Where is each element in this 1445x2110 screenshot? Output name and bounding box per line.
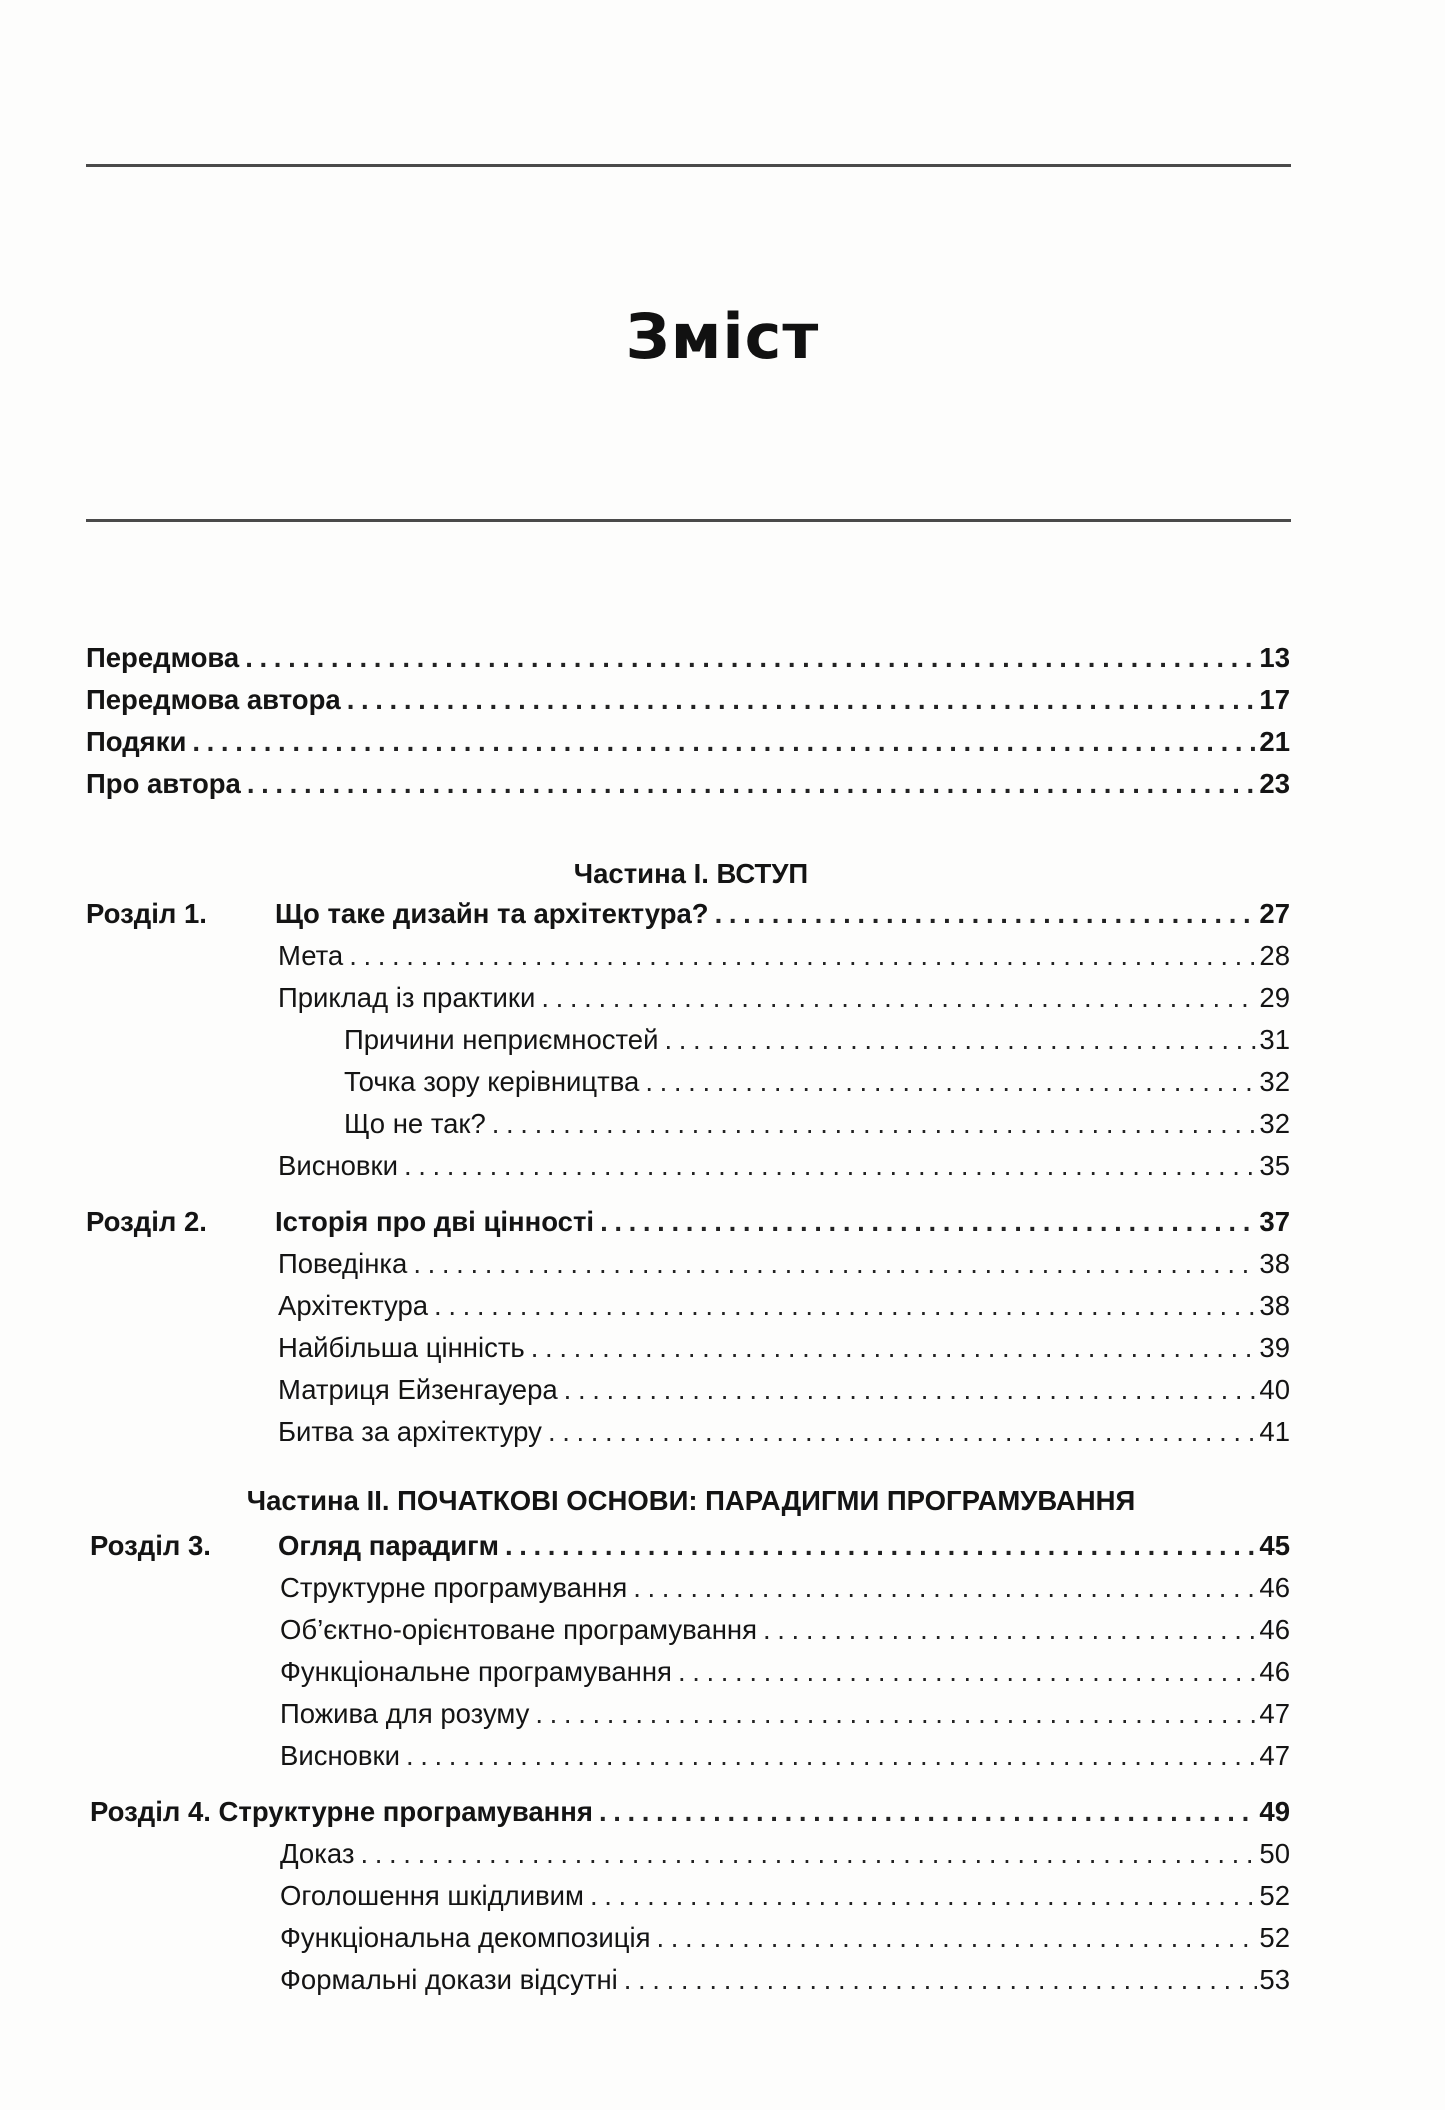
dot-leader xyxy=(645,1062,1257,1102)
section-entry[interactable] xyxy=(280,1568,1290,1608)
chapter-number: Розділ 1. xyxy=(86,898,207,929)
dot-leader xyxy=(492,1104,1258,1144)
section-entry[interactable] xyxy=(280,1834,1290,1874)
page-number: 27 xyxy=(1259,898,1290,929)
page-number: 17 xyxy=(1259,684,1290,715)
dot-leader xyxy=(678,1652,1257,1692)
chapter-number: Розділ 2. xyxy=(86,1206,207,1237)
dot-leader xyxy=(763,1610,1257,1650)
dot-leader xyxy=(715,894,1258,934)
entry-title: Історія про дві цінності xyxy=(275,1206,595,1237)
section-entry[interactable] xyxy=(278,1412,1290,1452)
section-entry[interactable] xyxy=(280,1736,1290,1776)
entry-title: Точка зору керівництва xyxy=(344,1066,640,1097)
entry-title: Про автора xyxy=(86,768,241,799)
dot-leader xyxy=(590,1876,1257,1916)
entry-title: Найбільша цінність xyxy=(278,1332,525,1363)
section-entry[interactable] xyxy=(280,1610,1290,1650)
bottom-rule xyxy=(86,519,1291,522)
dot-leader xyxy=(413,1244,1257,1284)
page-number: 37 xyxy=(1259,1206,1290,1237)
page-title: Зміст xyxy=(625,300,820,373)
page-number: 46 xyxy=(1259,1572,1290,1603)
section-entry[interactable] xyxy=(280,1960,1290,2000)
chapter-number: Розділ 3. xyxy=(90,1530,211,1561)
entry-title: Огляд парадигм xyxy=(278,1530,499,1561)
page-number: 49 xyxy=(1259,1796,1290,1827)
dot-leader xyxy=(599,1792,1257,1832)
dot-leader xyxy=(535,1694,1257,1734)
page-number: 38 xyxy=(1259,1290,1290,1321)
page-number: 21 xyxy=(1259,726,1290,757)
entry-title: Подяки xyxy=(86,726,187,757)
dot-leader xyxy=(664,1020,1257,1060)
entry-title: Причини неприємностей xyxy=(344,1024,659,1055)
front-matter-entry[interactable] xyxy=(86,764,1290,804)
page-number: 28 xyxy=(1259,940,1290,971)
subsection-entry[interactable] xyxy=(344,1104,1290,1144)
page-number: 29 xyxy=(1259,982,1290,1013)
page-number: 35 xyxy=(1259,1150,1290,1181)
subsection-entry[interactable] xyxy=(344,1062,1290,1102)
section-entry[interactable] xyxy=(280,1918,1290,1958)
dot-leader xyxy=(192,722,1257,762)
page-number: 47 xyxy=(1259,1740,1290,1771)
page-number: 32 xyxy=(1259,1066,1290,1097)
section-entry[interactable] xyxy=(278,1286,1290,1326)
section-entry[interactable] xyxy=(278,936,1290,976)
entry-title: Доказ xyxy=(280,1838,355,1869)
section-entry[interactable] xyxy=(278,1370,1290,1410)
part-heading: Частина I. ВСТУП xyxy=(573,858,809,889)
page-number: 41 xyxy=(1259,1416,1290,1447)
chapter-entry[interactable] xyxy=(278,1526,1290,1566)
section-entry[interactable] xyxy=(278,1328,1290,1368)
dot-leader xyxy=(531,1328,1258,1368)
entry-title: Пожива для розуму xyxy=(280,1698,530,1729)
page-number: 40 xyxy=(1259,1374,1290,1405)
dot-leader xyxy=(360,1834,1257,1874)
section-entry[interactable] xyxy=(278,1244,1290,1284)
section-entry[interactable] xyxy=(280,1876,1290,1916)
entry-title: Структурне програмування xyxy=(280,1572,628,1603)
page-number: 52 xyxy=(1259,1880,1290,1911)
section-entry[interactable] xyxy=(280,1652,1290,1692)
front-matter-entry[interactable] xyxy=(86,638,1290,678)
page-number: 39 xyxy=(1259,1332,1290,1363)
entry-title: Функціональне програмування xyxy=(280,1656,672,1687)
dot-leader xyxy=(404,1146,1257,1186)
page-number: 23 xyxy=(1259,768,1290,799)
entry-title: Функціональна декомпозиція xyxy=(280,1922,651,1953)
page-number: 45 xyxy=(1259,1530,1290,1561)
page-number: 50 xyxy=(1259,1838,1290,1869)
front-matter-entry[interactable] xyxy=(86,722,1290,762)
entry-title: Висновки xyxy=(280,1740,400,1771)
dot-leader xyxy=(505,1526,1257,1566)
entry-title: Поведінка xyxy=(278,1248,408,1279)
entry-title: Оголошення шкідливим xyxy=(280,1880,584,1911)
dot-leader xyxy=(347,680,1258,720)
dot-leader xyxy=(624,1960,1258,2000)
dot-leader xyxy=(349,936,1257,976)
section-entry[interactable] xyxy=(280,1694,1290,1734)
entry-title: Висновки xyxy=(278,1150,398,1181)
entry-title: Що таке дизайн та архітектура? xyxy=(275,898,709,929)
dot-leader xyxy=(247,764,1258,804)
entry-title: Приклад із практики xyxy=(278,982,536,1013)
entry-title: Передмова автора xyxy=(86,684,341,715)
entry-title: Матриця Ейзенгауера xyxy=(278,1374,558,1405)
page-number: 46 xyxy=(1259,1614,1290,1645)
entry-title: Мета xyxy=(278,940,344,971)
entry-title: Архітектура xyxy=(278,1290,429,1321)
entry-title: Передмова xyxy=(86,642,240,673)
page-number: 32 xyxy=(1259,1108,1290,1139)
dot-leader xyxy=(245,638,1257,678)
chapter-entry[interactable] xyxy=(90,1792,1290,1832)
chapter-entry[interactable] xyxy=(275,894,1290,934)
entry-title: Битва за архітектуру xyxy=(278,1416,542,1447)
dot-leader xyxy=(434,1286,1257,1326)
entry-title: Формальні докази відсутні xyxy=(280,1964,618,1995)
dot-leader xyxy=(564,1370,1258,1410)
top-rule xyxy=(86,164,1291,167)
dot-leader xyxy=(548,1412,1257,1452)
dot-leader xyxy=(657,1918,1258,1958)
front-matter-entry[interactable] xyxy=(86,680,1290,720)
dot-leader xyxy=(600,1202,1257,1242)
page-number: 53 xyxy=(1259,1964,1290,1995)
dot-leader xyxy=(406,1736,1257,1776)
dot-leader xyxy=(633,1568,1257,1608)
page-number: 46 xyxy=(1259,1656,1290,1687)
entry-title: Що не так? xyxy=(344,1108,486,1139)
dot-leader xyxy=(541,978,1257,1018)
chapter-number-and-title: Розділ 4. Структурне програмування xyxy=(90,1796,593,1827)
section-entry[interactable] xyxy=(278,978,1290,1018)
part-heading: Частина II. ПОЧАТКОВІ ОСНОВИ: ПАРАДИГМИ ПРОГРАМУВАННЯ xyxy=(246,1485,1136,1516)
page-number: 52 xyxy=(1259,1922,1290,1953)
page-number: 31 xyxy=(1259,1024,1290,1055)
page-number: 47 xyxy=(1259,1698,1290,1729)
page-number: 13 xyxy=(1259,642,1290,673)
page-number: 38 xyxy=(1259,1248,1290,1279)
chapter-entry[interactable] xyxy=(275,1202,1290,1242)
subsection-entry[interactable] xyxy=(344,1020,1290,1060)
section-entry[interactable] xyxy=(278,1146,1290,1186)
entry-title: Об’єктно-орієнтоване програмування xyxy=(280,1614,757,1645)
